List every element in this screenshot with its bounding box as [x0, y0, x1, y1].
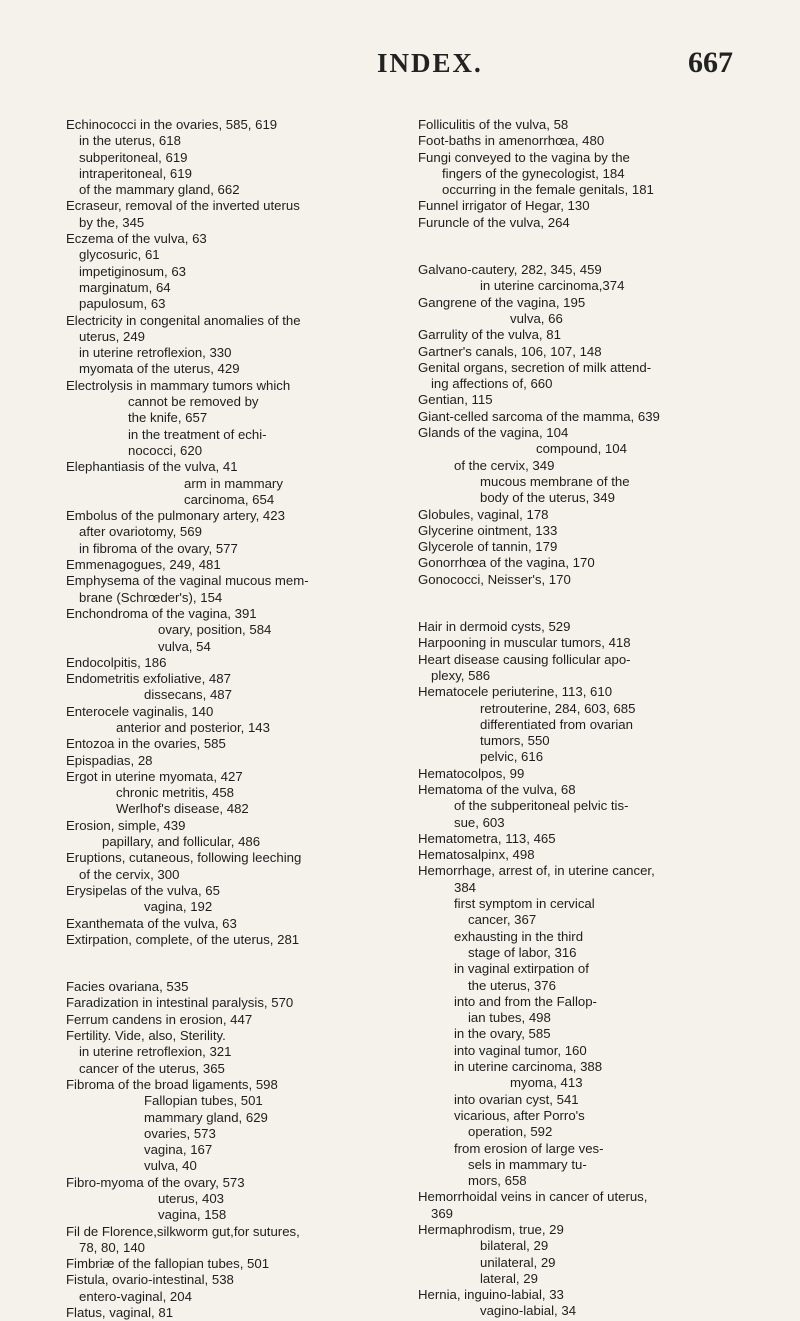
index-subentry: mucous membrane of the [480, 473, 630, 489]
index-entry: Fil de Florence,silkworm gut,for sutures, [66, 1223, 300, 1239]
index-subentry: plexy, 586 [431, 667, 491, 683]
index-subentry: after ovariotomy, 569 [79, 524, 202, 540]
index-entry: Embolus of the pulmonary artery, 423 [66, 508, 285, 524]
index-subentry: 78, 80, 140 [79, 1239, 145, 1255]
section-gap [418, 588, 763, 619]
index-subentry: of the mammary gland, 662 [79, 182, 240, 198]
index-subentry: into ovarian cyst, 541 [454, 1091, 579, 1107]
index-subentry: ian tubes, 498 [468, 1010, 551, 1026]
index-subentry: cancer, 367 [468, 912, 537, 928]
index-column-left [66, 117, 411, 1321]
index-entry: Electricity in congenital anomalies of the [66, 312, 301, 328]
index-subentry: in fibroma of the ovary, 577 [79, 540, 238, 556]
page-header [0, 48, 800, 88]
index-subentry: entero-vaginal, 204 [79, 1288, 192, 1304]
index-subentry: Fallopian tubes, 501 [144, 1093, 263, 1109]
index-entry: Fistula, ovario-intestinal, 538 [66, 1272, 234, 1288]
index-entry: Erysipelas of the vulva, 65 [66, 882, 220, 898]
index-entry: Gonorrhœa of the vagina, 170 [418, 555, 595, 571]
index-subentry: in uterine retroflexion, 321 [79, 1044, 232, 1060]
index-entry: Enchondroma of the vagina, 391 [66, 605, 257, 621]
index-entry: Fungi conveyed to the vagina by the [418, 149, 630, 165]
index-subentry: anterior and posterior, 143 [116, 719, 270, 735]
index-entry: Endometritis exfoliative, 487 [66, 671, 231, 687]
index-subentry: 384 [454, 879, 477, 895]
index-subentry: retrouterine, 284, 603, 685 [480, 700, 636, 716]
index-subentry: uterus, 403 [158, 1191, 224, 1206]
index-subentry: lateral, 29 [480, 1270, 538, 1286]
index-entry: Hematocele periuterine, 113, 610 [418, 684, 613, 700]
index-subentry: vagina, 158 [158, 1207, 227, 1223]
index-subentry: in vaginal extirpation of [454, 961, 589, 977]
index-subentry: in uterine carcinoma,374 [480, 278, 625, 294]
index-entry: Globules, vaginal, 178 [418, 506, 549, 522]
index-subentry: tumors, 550 [480, 733, 550, 749]
index-entry: Foot-baths in amenorrhœa, 480 [418, 133, 605, 149]
index-entry: Hematocolpos, 99 [418, 765, 525, 781]
index-subentry: subperitoneal, 619 [79, 149, 188, 165]
index-entry: Galvano-cautery, 282, 345, 459 [418, 262, 602, 278]
index-subentry: of the cervix, 300 [79, 866, 180, 882]
index-entry: Garrulity of the vulva, 81 [418, 327, 561, 343]
index-entry: Enterocele vaginalis, 140 [66, 703, 214, 719]
index-entry: Furuncle of the vulva, 264 [418, 214, 570, 230]
index-entry: Folliculitis of the vulva, 58 [418, 117, 569, 132]
index-entry: Funnel irrigator of Hegar, 130 [418, 198, 590, 214]
index-subentry: mammary gland, 629 [144, 1109, 268, 1125]
index-subentry: sels in mammary tu- [468, 1156, 587, 1172]
index-entry: Entozoa in the ovaries, 585 [66, 736, 226, 752]
index-subentry: 369 [431, 1205, 454, 1221]
index-subentry: ing affections of, 660 [431, 376, 553, 392]
index-subentry: uterus, 249 [79, 328, 145, 344]
index-subentry: impetiginosum, 63 [79, 263, 187, 279]
index-entry: Harpooning in muscular tumors, 418 [418, 635, 631, 651]
index-entry: Fibroma of the broad ligaments, 598 [66, 1076, 278, 1092]
index-subentry: exhausting in the third [454, 928, 584, 944]
section-gap [66, 948, 411, 979]
index-entry: Ergot in uterine myomata, 427 [66, 768, 243, 784]
index-column-right [418, 117, 763, 1320]
index-subentry: ovary, position, 584 [158, 622, 272, 638]
index-entry: Giant-celled sarcoma of the mamma, 639 [418, 408, 660, 424]
index-subentry: bilateral, 29 [480, 1238, 549, 1254]
page-title: INDEX. [377, 48, 483, 78]
index-subentry: in the ovary, 585 [454, 1026, 551, 1042]
index-subentry: ovaries, 573 [144, 1125, 216, 1141]
index-subentry: glycosuric, 61 [79, 247, 160, 263]
index-entry: Glands of the vagina, 104 [418, 425, 569, 441]
index-subentry: first symptom in cervical [454, 896, 595, 912]
index-entry: Emmenagogues, 249, 481 [66, 557, 221, 573]
index-entry: Elephantiasis of the vulva, 41 [66, 459, 238, 475]
index-subentry: chronic metritis, 458 [116, 785, 234, 801]
index-subentry: into vaginal tumor, 160 [454, 1042, 587, 1058]
index-entry: Fimbriæ of the fallopian tubes, 501 [66, 1256, 270, 1272]
index-entry: Gentian, 115 [418, 392, 493, 408]
index-entry: Eruptions, cutaneous, following leeching [66, 850, 302, 866]
index-subentry: sue, 603 [454, 814, 505, 830]
index-subentry: by the, 345 [79, 214, 145, 230]
index-subentry: marginatum, 64 [79, 279, 171, 295]
index-subentry: mors, 658 [468, 1173, 527, 1189]
index-entry: Flatus, vaginal, 81 [66, 1305, 174, 1321]
index-subentry: the uterus, 376 [468, 977, 556, 993]
index-subentry: intraperitoneal, 619 [79, 165, 192, 181]
index-entry: Erosion, simple, 439 [66, 817, 186, 833]
index-entry: Eczema of the vulva, 63 [66, 231, 207, 247]
index-entry: Echinococci in the ovaries, 585, 619 [66, 117, 278, 132]
index-entry: Exanthemata of the vulva, 63 [66, 915, 237, 931]
index-subentry: in the uterus, 618 [79, 133, 181, 149]
index-subentry: carcinoma, 654 [184, 491, 275, 507]
index-entry: Hematosalpinx, 498 [418, 847, 535, 863]
index-entry: Fibro-myoma of the ovary, 573 [66, 1174, 245, 1190]
index-subentry: cancer of the uterus, 365 [79, 1060, 225, 1076]
index-subentry: myomata of the uterus, 429 [79, 361, 240, 377]
index-subentry: into and from the Fallop- [454, 993, 597, 1009]
index-subentry: papulosum, 63 [79, 296, 166, 312]
index-subentry: differentiated from ovarian [480, 716, 633, 732]
index-subentry: myoma, 413 [510, 1075, 583, 1091]
index-entry: Fertility. Vide, also, Sterility. [66, 1028, 226, 1044]
index-subentry: stage of labor, 316 [468, 944, 577, 960]
index-entry: Hermaphrodism, true, 29 [418, 1222, 564, 1237]
index-subentry: of the cervix, 349 [454, 457, 555, 473]
index-entry: Hemorrhage, arrest of, in uterine cancer, [418, 863, 655, 879]
index-subentry: vulva, 40 [144, 1158, 197, 1174]
index-entry: Hematoma of the vulva, 68 [418, 781, 576, 797]
index-entry: Endocolpitis, 186 [66, 654, 167, 670]
index-subentry: operation, 592 [468, 1124, 553, 1140]
index-entry: Hematometra, 113, 465 [418, 830, 556, 846]
index-subentry: from erosion of large ves- [454, 1140, 604, 1156]
index-subentry: in uterine retroflexion, 330 [79, 345, 232, 361]
section-gap [418, 231, 763, 262]
page-number: 667 [688, 46, 733, 79]
index-entry: Hernia, inguino-labial, 33 [418, 1287, 564, 1303]
index-subentry: the knife, 657 [128, 410, 208, 426]
index-subentry: vagino-labial, 34 [480, 1303, 577, 1319]
index-entry: Faradization in intestinal paralysis, 570 [66, 995, 294, 1011]
index-subentry: vulva, 66 [510, 310, 563, 326]
index-subentry: body of the uterus, 349 [480, 490, 615, 506]
index-entry: Epispadias, 28 [66, 752, 153, 768]
index-subentry: pelvic, 616 [480, 749, 544, 765]
index-subentry: nococci, 620 [128, 442, 203, 458]
index-subentry: vicarious, after Porro's [454, 1107, 585, 1123]
index-entry: Hair in dermoid cysts, 529 [418, 619, 571, 635]
index-subentry: of the subperitoneal pelvic tis- [454, 798, 629, 814]
index-subentry: arm in mammary [184, 475, 283, 491]
index-entry: Gonococci, Neisser's, 170 [418, 571, 571, 587]
index-subentry: compound, 104 [536, 441, 627, 457]
index-entry: Hemorrhoidal veins in cancer of uterus, [418, 1189, 648, 1205]
index-subentry: unilateral, 29 [480, 1254, 556, 1270]
index-subentry: dissecans, 487 [144, 687, 232, 703]
index-entry: Gangrene of the vagina, 195 [418, 294, 586, 310]
index-entry: Emphysema of the vaginal mucous mem- [66, 573, 309, 589]
index-subentry: vagina, 192 [144, 899, 213, 915]
index-subentry: cannot be removed by [128, 394, 259, 410]
index-subentry: brane (Schrœder's), 154 [79, 589, 223, 605]
index-subentry: vulva, 54 [158, 638, 211, 654]
index-subentry: in uterine carcinoma, 388 [454, 1059, 603, 1075]
index-entry: Glycerine ointment, 133 [418, 522, 558, 538]
index-entry: Ecraseur, removal of the inverted uterus [66, 198, 300, 214]
index-entry: Glycerole of tannin, 179 [418, 539, 558, 555]
index-subentry: Werlhof's disease, 482 [116, 801, 249, 817]
index-subentry: papillary, and follicular, 486 [102, 834, 261, 850]
index-entry: Heart disease causing follicular apo- [418, 651, 631, 667]
index-subentry: in the treatment of echi- [128, 426, 267, 442]
index-entry: Facies ovariana, 535 [66, 979, 189, 995]
index-subentry: occurring in the female genitals, 181 [442, 182, 654, 198]
index-subentry: fingers of the gynecologist, 184 [442, 165, 625, 181]
index-entry: Gartner's canals, 106, 107, 148 [418, 343, 602, 359]
index-entry: Genital organs, secretion of milk attend- [418, 359, 652, 375]
index-subentry: vagina, 167 [144, 1142, 213, 1158]
index-entry: Extirpation, complete, of the uterus, 281 [66, 931, 300, 947]
index-entry: Electrolysis in mammary tumors which [66, 377, 291, 393]
index-entry: Ferrum candens in erosion, 447 [66, 1011, 253, 1027]
